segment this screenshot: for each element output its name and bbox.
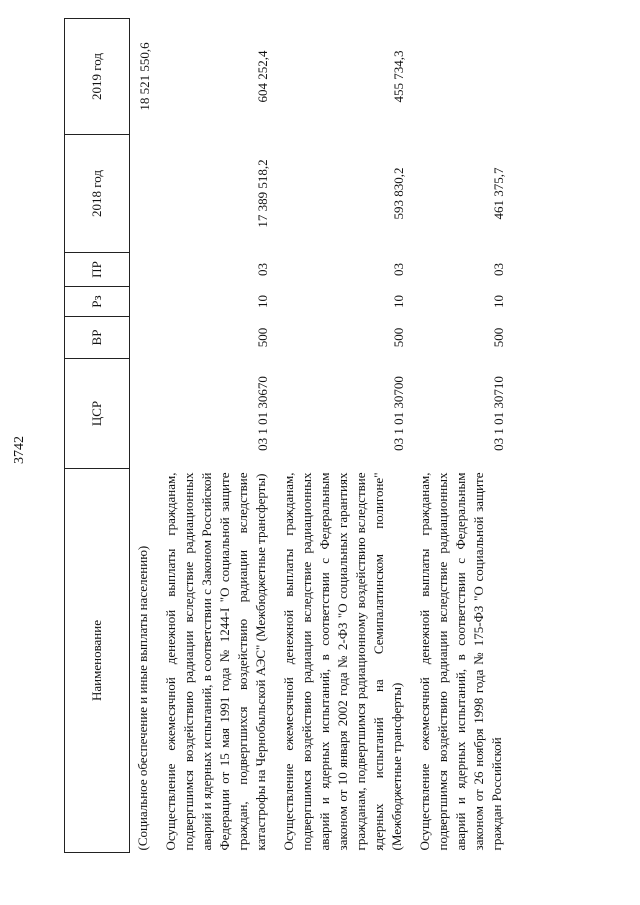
row-2019: 455 734,3 (391, 50, 406, 103)
budget-table (64, 18, 512, 853)
table-row (412, 19, 512, 853)
row-name: Осуществление ежемесячной денежной выплаты гражданам, подвергшимся воздействию радиации вследствие радиационных аварий и ядерных испытаний, в соответствии с Федеральным законом от 10 января 2002 года № 2-ФЗ "О социальных гарантиях гражданам, подвергшимся радиационному воздействию вследствие ядерных испытаний на Семипалатинском полигоне" (Межбюджетные трансферты) (281, 472, 404, 851)
row-vr: 500 (491, 327, 506, 348)
row-2018: 593 830,2 (391, 167, 406, 220)
table-header-row (65, 19, 130, 853)
row-csr: 03 1 01 30670 (255, 376, 270, 451)
row-rz: 10 (391, 295, 406, 308)
row-pr (130, 253, 159, 287)
row-csr (130, 359, 159, 469)
page-number: 3742 (12, 436, 27, 464)
row-2019 (412, 19, 512, 135)
row-csr: 03 1 01 30700 (391, 376, 406, 451)
header-vr: ВР (65, 317, 130, 359)
row-2018: 17 389 518,2 (255, 159, 270, 228)
row-pr: 03 (391, 263, 406, 276)
header-csr: ЦСР (65, 359, 130, 469)
header-rz: Рз (65, 287, 130, 317)
row-rz: 10 (491, 295, 506, 308)
row-vr (130, 317, 159, 359)
header-name: Наименование (65, 469, 130, 853)
table-row (130, 19, 159, 853)
header-2019: 2019 год (65, 19, 130, 135)
header-2018: 2018 год (65, 135, 130, 253)
row-name: Осуществление ежемесячной денежной выплаты гражданам, подвергшимся воздействию радиации вследствие радиационных аварий и ядерных испытаний, в соответствии с Федеральным законом от 26 ноября 1998 года № 175-ФЗ "О социальной защите граждан Российской (417, 472, 504, 851)
row-vr: 500 (391, 327, 406, 348)
row-rz: 10 (255, 295, 270, 308)
row-pr: 03 (255, 263, 270, 276)
row-pr: 03 (491, 263, 506, 276)
row-2018 (130, 135, 159, 253)
row-name: (Социальное обеспечение и иные выплаты населению) (135, 545, 150, 851)
row-vr: 500 (255, 327, 270, 348)
row-2019: 18 521 550,6 (137, 42, 152, 111)
row-name: Осуществление ежемесячной денежной выплаты гражданам, подвергшимся воздействию радиации вследствие радиационных аварий и ядерных испытаний, в соответствии с Законом Российской Федерации от 15 мая 1991 года № 1244-I "О социальной защите граждан, подвергшихся воздействию радиации вследствие катастрофы на Чернобыльской АЭС" (Межбюджетные трансферты) (163, 472, 268, 851)
header-pr: ПР (65, 253, 130, 287)
row-2018: 461 375,7 (491, 167, 506, 220)
row-rz (130, 287, 159, 317)
table-row (158, 19, 276, 853)
table-row (276, 19, 412, 853)
row-2019: 604 252,4 (255, 50, 270, 103)
row-csr: 03 1 01 30710 (491, 376, 506, 451)
